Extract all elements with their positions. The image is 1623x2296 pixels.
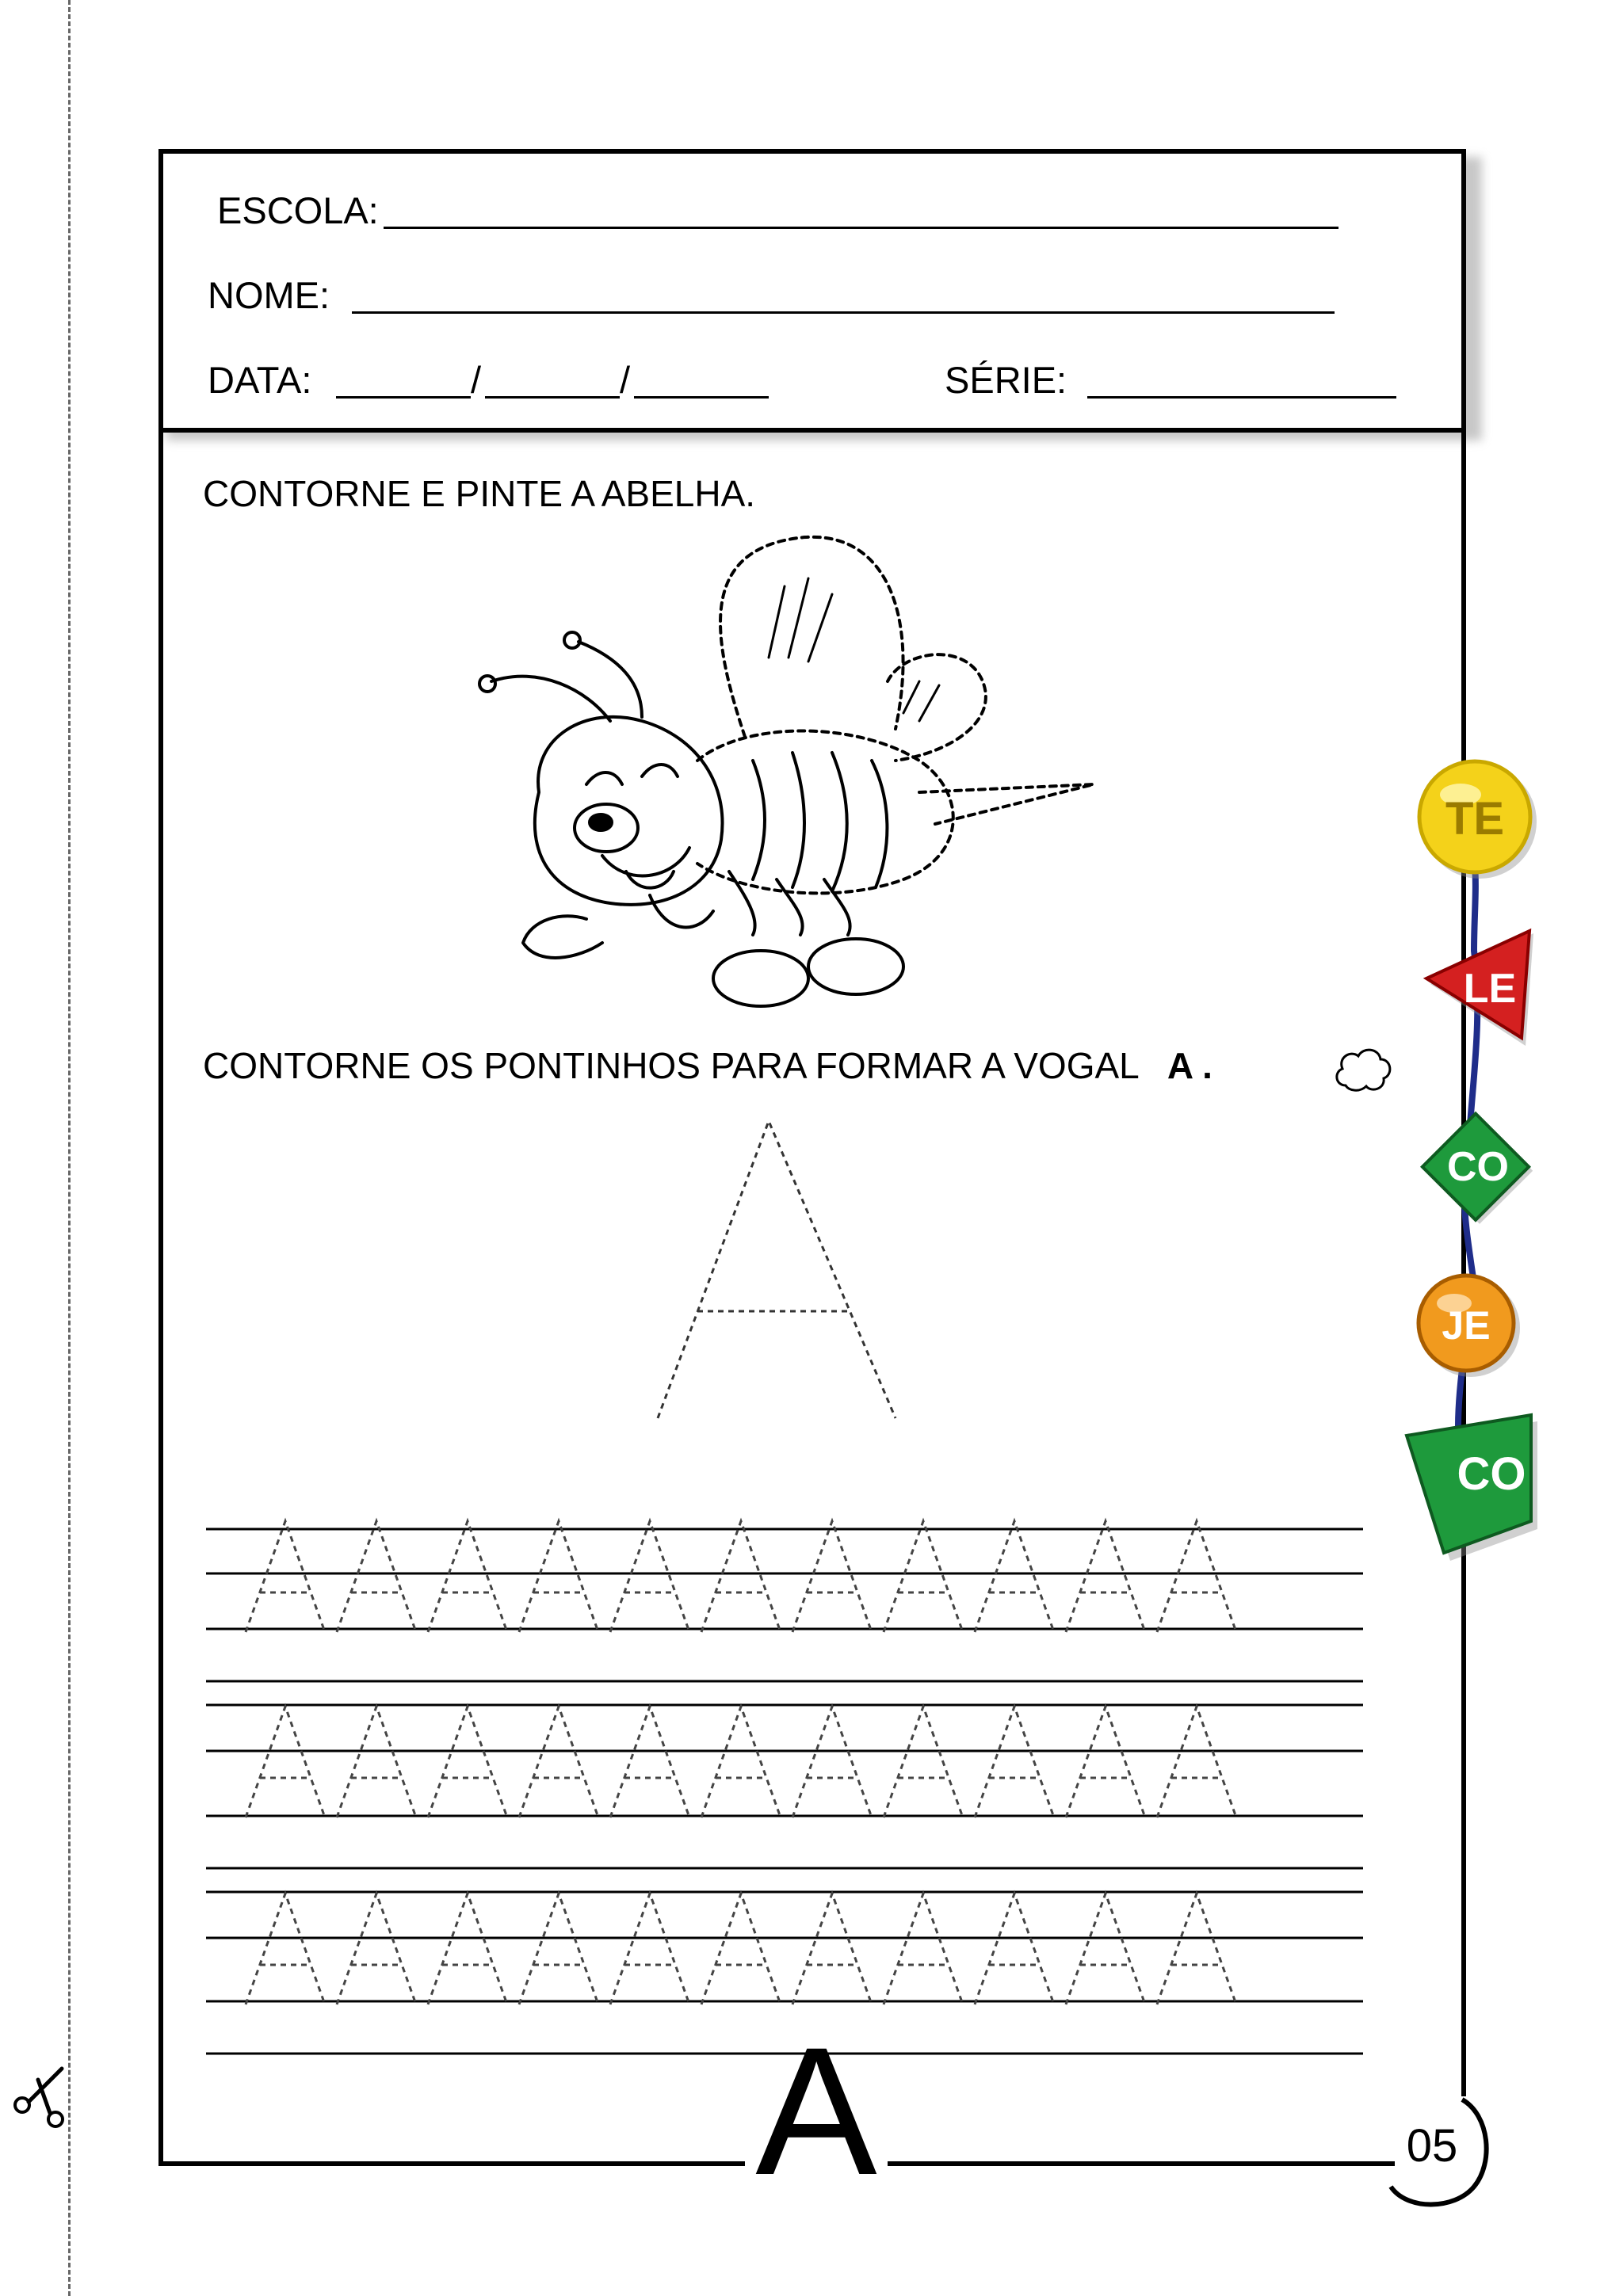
tracing-row-3 bbox=[246, 1894, 1236, 2004]
bead-le bbox=[1423, 927, 1549, 1054]
bead-co-1-label: CO bbox=[1447, 1144, 1509, 1190]
nome-line bbox=[352, 311, 1335, 314]
page-number-badge bbox=[1383, 2096, 1486, 2199]
data-sep-2: / bbox=[620, 359, 631, 401]
serie-label: SÉRIE: bbox=[945, 359, 1067, 401]
vowel-letter-label: A . bbox=[1167, 1045, 1212, 1086]
page-number: 05 bbox=[1406, 2120, 1458, 2172]
vowel-instruction bbox=[203, 1047, 1212, 1084]
data-sep-1: / bbox=[471, 359, 482, 401]
bead-co-2 bbox=[1403, 1410, 1545, 1569]
bee-instruction: CONTORNE E PINTE A ABELHA. bbox=[203, 473, 756, 514]
tracing-row-2 bbox=[246, 1707, 1236, 1817]
cut-line bbox=[68, 0, 71, 2296]
header-box bbox=[158, 149, 1466, 433]
data-label: DATA: bbox=[208, 359, 312, 401]
data-day-line bbox=[336, 396, 471, 399]
bead-je bbox=[1411, 1268, 1529, 1386]
bead-je-label: JE bbox=[1442, 1303, 1491, 1348]
data-year-line bbox=[634, 396, 769, 399]
frame-bottom-border-left bbox=[158, 2161, 745, 2166]
tracing-rows bbox=[198, 1505, 1371, 2076]
bead-co-2-label: CO bbox=[1457, 1448, 1526, 1500]
dotted-letter-a bbox=[650, 1113, 903, 1430]
bee-illustration bbox=[412, 523, 1125, 1038]
escola-line bbox=[384, 227, 1338, 229]
nome-label: NOME: bbox=[208, 274, 330, 316]
bead-co-1 bbox=[1415, 1105, 1541, 1232]
frame-left-border bbox=[158, 433, 163, 2166]
vowel-instruction-text: CONTORNE OS PONTINHOS PARA FORMAR A VOGAL bbox=[203, 1045, 1139, 1086]
tracing-row-1 bbox=[246, 1521, 1236, 1632]
frame-bottom-border-right bbox=[888, 2161, 1395, 2166]
escola-label: ESCOLA: bbox=[217, 189, 379, 231]
bead-te-label: TE bbox=[1445, 793, 1505, 845]
cloud-icon bbox=[1331, 1042, 1395, 1097]
serie-line bbox=[1087, 396, 1396, 399]
scissors-icon bbox=[6, 2064, 78, 2135]
data-month-line bbox=[485, 396, 620, 399]
bead-te bbox=[1415, 757, 1541, 883]
bead-le-label: LE bbox=[1463, 966, 1517, 1012]
bottom-letter: A bbox=[755, 2009, 877, 2213]
